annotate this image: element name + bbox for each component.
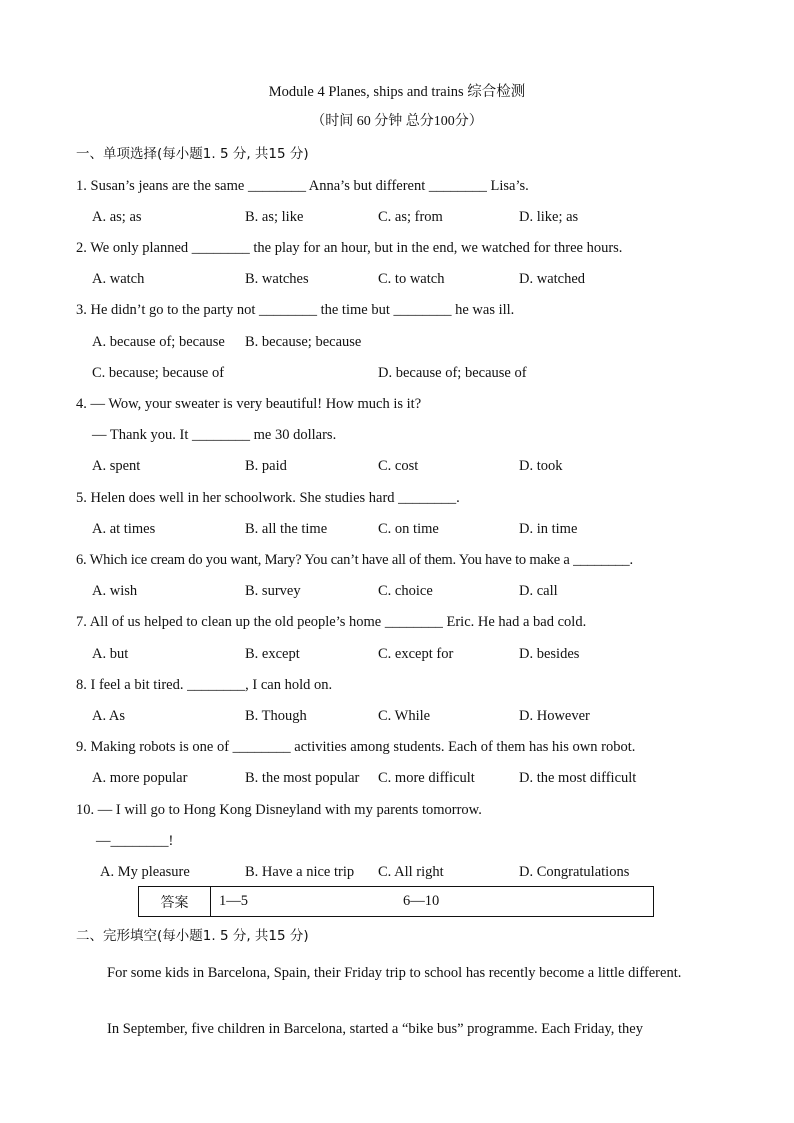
option: D. like; as: [519, 209, 579, 225]
option: D. watched: [519, 271, 586, 287]
option: D. the most difficult: [519, 770, 637, 786]
question-stem: 7. All of us helped to clean up the old people’s home ________ Eric. He had a bad cold.: [76, 614, 587, 630]
section-heading: 一、单项选择(每小题1. 5 分, 共15 分): [76, 146, 309, 162]
option: B. Though: [245, 708, 307, 724]
option: C. except for: [378, 646, 454, 662]
option: D. in time: [519, 521, 578, 537]
option: C. While: [378, 708, 431, 724]
option: B. as; like: [245, 209, 304, 225]
option: C. All right: [378, 864, 444, 880]
option: A. at times: [92, 521, 156, 537]
answer-box: [138, 886, 654, 917]
option: C. because; because of: [92, 365, 225, 381]
option: C. to watch: [378, 271, 445, 287]
question-dialogue: — Thank you. It ________ me 30 dollars.: [92, 427, 337, 443]
option: C. cost: [378, 458, 419, 474]
option: A. As: [92, 708, 126, 724]
passage-paragraph: In September, five children in Barcelona, started a “bike bus” programme. Each Friday, they: [107, 1021, 643, 1037]
question-stem: 3. He didn’t go to the party not ________ the time but ________ he was ill.: [76, 302, 515, 318]
option: B. Have a nice trip: [245, 864, 355, 880]
option: B. because; because: [245, 334, 362, 350]
answer-box-label: 答案: [139, 887, 211, 916]
option: C. choice: [378, 583, 433, 599]
option: D. Congratulations: [519, 864, 630, 880]
option: C. on time: [378, 521, 439, 537]
question-stem: 5. Helen does well in her schoolwork. She studies hard ________.: [76, 490, 460, 506]
question-stem: 6. Which ice cream do you want, Mary? You can’t have all of them. You have to make a ________.: [76, 552, 633, 568]
question-stem: 1. Susan’s jeans are the same ________ Anna’s but different ________ Lisa’s.: [76, 178, 529, 194]
option: A. spent: [92, 458, 141, 474]
option: A. more popular: [92, 770, 188, 786]
question-dialogue: —________!: [96, 833, 174, 849]
option: A. as; as: [92, 209, 142, 225]
option: B. survey: [245, 583, 301, 599]
option: A. wish: [92, 583, 138, 599]
option: C. as; from: [378, 209, 443, 225]
option: D. took: [519, 458, 563, 474]
option: D. call: [519, 583, 558, 599]
answer-range-1: 1—5: [219, 893, 248, 909]
option: B. except: [245, 646, 300, 662]
option: A. because of; because: [92, 334, 225, 350]
option: D. besides: [519, 646, 580, 662]
option: D. However: [519, 708, 590, 724]
option: B. all the time: [245, 521, 328, 537]
option: D. because of; because of: [378, 365, 527, 381]
option: C. more difficult: [378, 770, 475, 786]
option: B. watches: [245, 271, 309, 287]
option: A. watch: [92, 271, 145, 287]
option: B. paid: [245, 458, 287, 474]
question-stem: 10. — I will go to Hong Kong Disneyland with my parents tomorrow.: [76, 802, 482, 818]
option: A. My pleasure: [100, 864, 190, 880]
option: A. but: [92, 646, 129, 662]
page-title: Module 4 Planes, ships and trains 综合检测: [268, 84, 526, 100]
question-stem: 9. Making robots is one of ________ activities among students. Each of them has his own robot.: [76, 739, 636, 755]
question-stem: 2. We only planned ________ the play for an hour, but in the end, we watched for three hours.: [76, 240, 623, 256]
page-subtitle: （时间 60 分钟 总分100分）: [311, 114, 483, 129]
question-stem: 4. — Wow, your sweater is very beautiful! How much is it?: [76, 396, 422, 412]
question-stem: 8. I feel a bit tired. ________, I can hold on.: [76, 677, 333, 693]
answer-range-2: 6—10: [403, 893, 440, 909]
section-heading: 二、完形填空(每小题1. 5 分, 共15 分): [76, 928, 309, 944]
passage-paragraph: For some kids in Barcelona, Spain, their Friday trip to school has recently become a little different.: [107, 965, 682, 981]
option: B. the most popular: [245, 770, 360, 786]
